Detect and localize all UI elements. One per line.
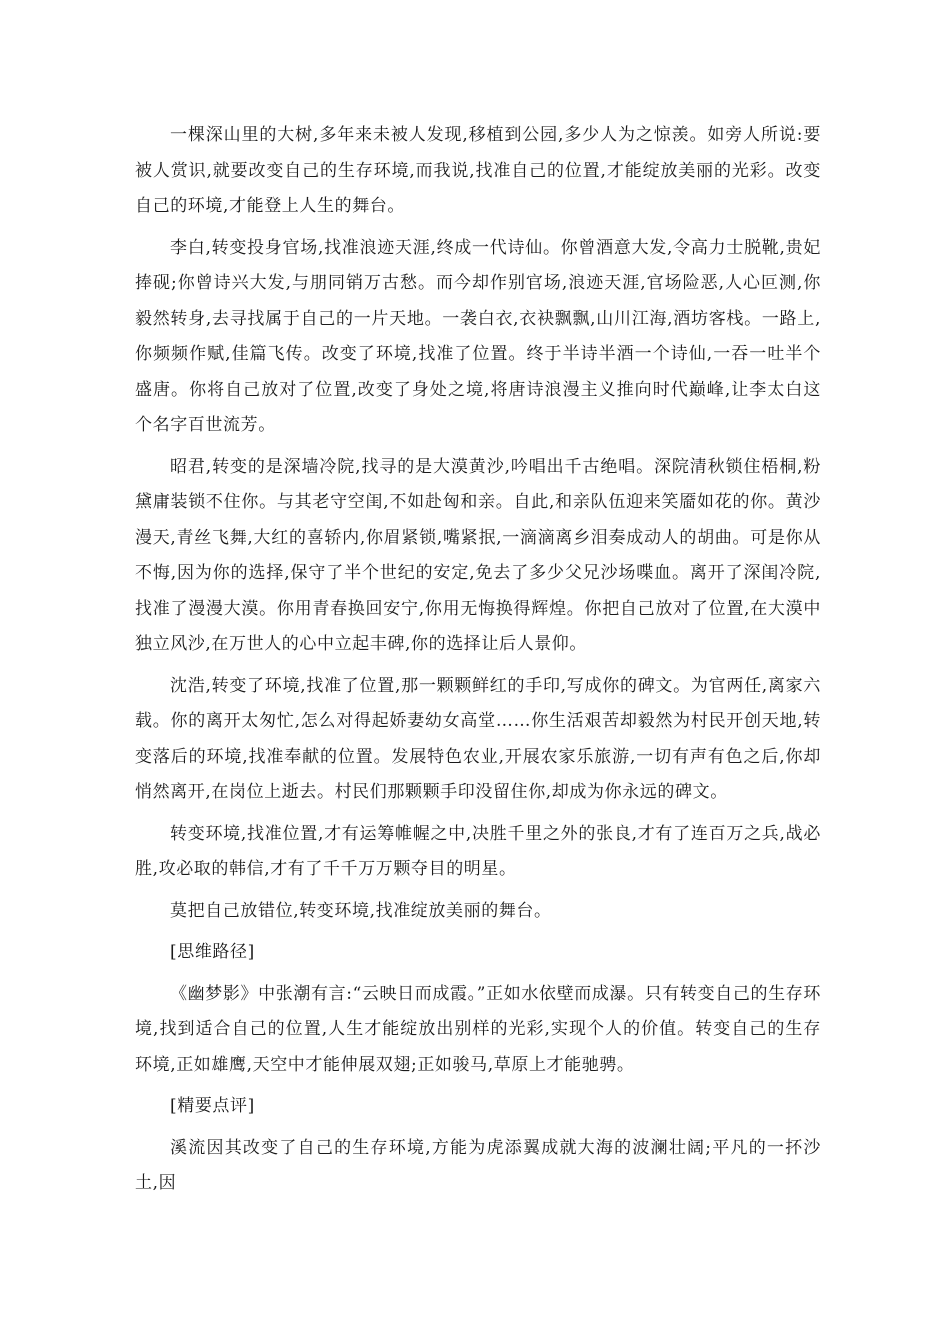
essay-paragraph-4: 沈浩,转变了环境,找准了位置,那一颗颗鲜红的手印,写成你的碑文。为官两任,离家六载。你的离开太匆忙,怎么对得起娇妻幼女高堂……你生活艰苦却毅然为村民开创天地,转变落后的环境,找准奉献的位置。发展特色农业,开展农家乐旅游,一切有声有色之后,你却悄然离开,在岗位上逝去。村民们那颗颗手印没留住你,却成为你永远的碑文。 bbox=[135, 675, 821, 802]
essay-paragraph-5: 转变环境,找准位置,才有运筹帷幄之中,决胜千里之外的张良,才有了连百万之兵,战必胜,攻必取的韩信,才有了千千万万颗夺目的明星。 bbox=[135, 823, 821, 879]
essay-paragraph-6: 莫把自己放错位,转变环境,找准绽放美丽的舞台。 bbox=[170, 900, 552, 921]
essay-paragraph-1: 一棵深山里的大树,多年来未被人发现,移植到公园,多少人为之惊羡。如旁人所说:要被人赏识,就要改变自己的生存环境,而我说,找准自己的位置,才能绽放美丽的光彩。改变自己的环境,才能登上人生的舞台。 bbox=[135, 125, 821, 216]
section-label-thinking-path: [思维路径] bbox=[170, 942, 255, 962]
essay-paragraph-2: 李白,转变投身官场,找准浪迹天涯,终成一代诗仙。你曾酒意大发,令高力士脱靴,贵妃捧砚;你曾诗兴大发,与朋同销万古愁。而今却作别官场,浪迹天涯,官场险恶,人心叵测,你毅然转身,去寻找属于自己的一片天地。一袭白衣,衣袂飘飘,山川江海,酒坊客栈。一路上,你频频作赋,佳篇飞传。改变了环境,找准了位置。终于半诗半酒一个诗仙,一吞一吐半个盛唐。你将自己放对了位置,改变了身处之境,将唐诗浪漫主义推向时代巅峰,让李太白这个名字百世流芳。 bbox=[135, 237, 821, 435]
section-label-comment: [精要点评] bbox=[170, 1096, 255, 1116]
essay-paragraph-3: 昭君,转变的是深墙冷院,找寻的是大漠黄沙,吟唱出千古绝唱。深院清秋锁住梧桐,粉黛庸装锁不住你。与其老守空闺,不如赴匈和亲。自此,和亲队伍迎来笑靥如花的你。黄沙漫天,青丝飞舞,大红的喜轿内,你眉紧锁,嘴紧抿,一滴滴离乡泪奏成动人的胡曲。可是你从不悔,因为你的选择,保守了半个世纪的安定,免去了多少父兄沙场喋血。离开了深闺冷院,找准了漫漫大漠。你用青春换回安宁,你用无悔换得辉煌。你把自己放对了位置,在大漠中独立风沙,在万世人的心中立起丰碑,你的选择让后人景仰。 bbox=[135, 456, 821, 654]
analysis-paragraph: 《幽梦影》中张潮有言:“云映日而成霞。”正如水依壁而成瀑。只有转变自己的生存环境,找到适合自己的位置,人生才能绽放出别样的光彩,实现个人的价值。转变自己的生存环境,正如雄鹰,天空中才能伸展双翅;正如骏马,草原上才能驰骋。 bbox=[135, 983, 821, 1075]
comment-paragraph: 溪流因其改变了自己的生存环境,方能为虎添翼成就大海的波澜壮阔;平凡的一抔沙土,因 bbox=[135, 1137, 821, 1193]
document-body bbox=[135, 118, 821, 1208]
